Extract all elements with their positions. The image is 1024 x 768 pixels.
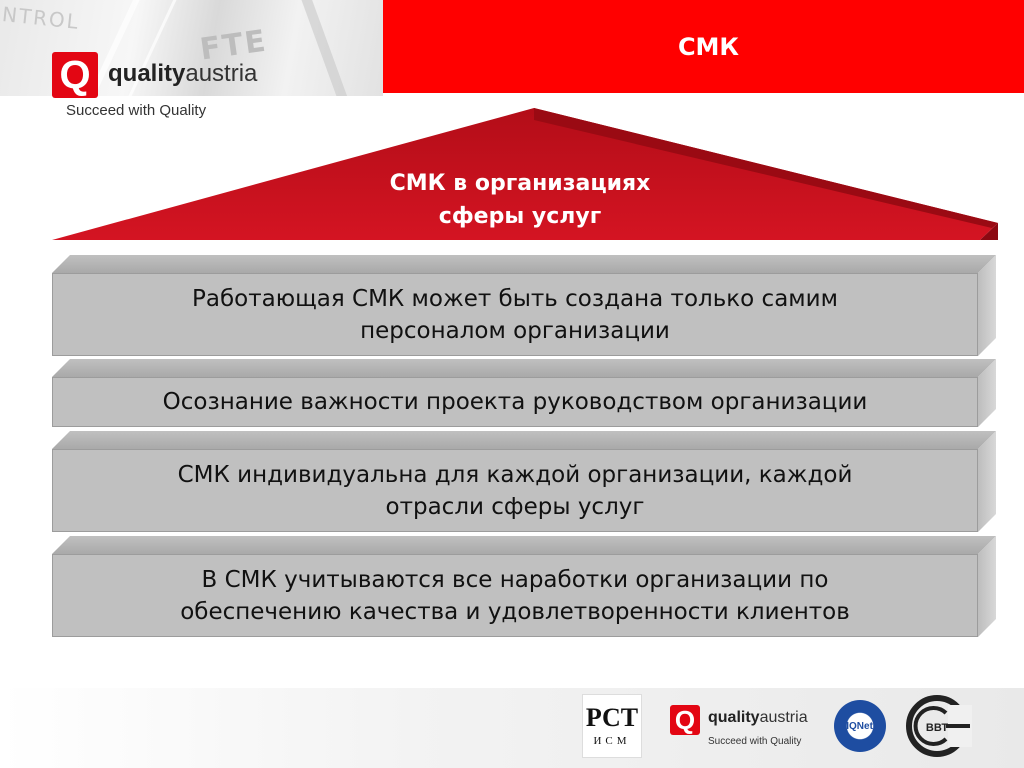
row-text (178, 459, 853, 523)
logo-name-regular: austria (185, 60, 258, 87)
principle-row (52, 536, 996, 637)
rst-certification-logo (582, 694, 642, 758)
footer-logo-name-bold: quality (708, 709, 760, 726)
cbbt-emblem-icon (906, 695, 972, 757)
footer-logo-text (708, 710, 808, 747)
cbbt-label: ВВТ (925, 722, 948, 734)
footer-quality-austria-logo (670, 705, 808, 747)
title-bar (383, 0, 1024, 93)
photo-text: FTE (197, 23, 270, 68)
row-top-face (52, 255, 996, 273)
logo-name (108, 62, 257, 86)
row-text-line: обеспечению качества и удовлетворенности клиентов (180, 598, 850, 625)
q-logo-icon: Q (52, 52, 98, 98)
row-text-line: Работающая СМК может быть создана только самим (192, 285, 838, 312)
row-text (192, 283, 838, 347)
roof-title-line: сферы услуг (438, 204, 602, 229)
row-text-line: персоналом организации (360, 317, 670, 344)
row-front-face (52, 273, 978, 356)
principle-row (52, 359, 996, 427)
iqnet-seal-icon (834, 700, 886, 752)
row-text-line: СМК индивидуальна для каждой организации, каждой (177, 461, 853, 488)
q-logo-icon: Q (670, 705, 700, 735)
photo-text: NTROL (0, 1, 82, 35)
row-text-line: отрасли сферы услуг (385, 493, 645, 520)
roof-title (280, 167, 760, 233)
row-front-face (52, 449, 978, 532)
logo-name-bold: quality (108, 60, 186, 87)
rst-mark: РСТ (585, 703, 639, 732)
page-title: СМК (677, 32, 740, 61)
row-text (163, 386, 868, 418)
cbbt-certification-logo (906, 695, 972, 757)
principle-row (52, 431, 996, 532)
footer-logos (582, 693, 972, 759)
photo-streak (296, 0, 353, 96)
row-front-face (52, 554, 978, 637)
row-top-face (52, 431, 996, 449)
row-text-line: Осознание важности проекта руководством организации (162, 389, 868, 415)
row-top-face (52, 359, 996, 377)
principle-row (52, 255, 996, 356)
iqnet-label: IQNet (846, 720, 873, 732)
footer-logo-name (708, 710, 808, 726)
row-text (180, 564, 850, 628)
rst-sub: ИСМ (593, 735, 631, 747)
row-text-line: В СМК учитываются все наработки организации по (201, 566, 829, 593)
row-top-face (52, 536, 996, 554)
footer-logo-name-regular: austria (759, 709, 808, 726)
logo-tagline: Succeed with Quality (66, 102, 207, 119)
roof-title-line: СМК в организациях (389, 171, 651, 196)
row-front-face (52, 377, 978, 427)
footer-logo-tagline: Succeed with Quality (708, 736, 802, 747)
